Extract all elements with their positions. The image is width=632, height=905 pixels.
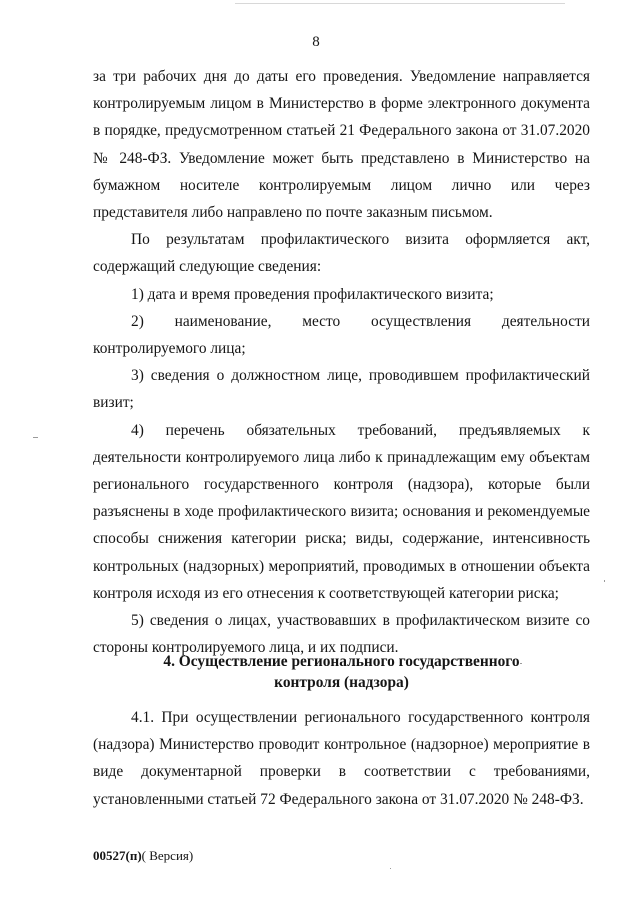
section-heading bbox=[93, 651, 590, 693]
scan-speck bbox=[520, 663, 522, 664]
paragraph-notification: за три рабочих дня до даты его проведения. Уведомление направляется контролируемым лицом в Министерство в форме электронного документа в порядке, предусмотренном статьей 21 Федерального закона от 31.07.2020 № 248-ФЗ. Уведомление может быть представлено в Министерство на бумажном носителе контролируемым лицом лично или через представителя либо направлено по почте заказным письмом. bbox=[93, 68, 590, 222]
body-text bbox=[93, 63, 590, 661]
paragraph-act-intro: По результатам профилактического визита оформляется акт, содержащий следующие сведения: bbox=[93, 231, 590, 276]
footer-document-code bbox=[93, 848, 193, 864]
scan-speck bbox=[390, 868, 391, 869]
list-item-1: 1) дата и время проведения профилактического визита; bbox=[131, 285, 494, 303]
scan-edge-line bbox=[235, 3, 565, 4]
scan-speck bbox=[604, 580, 605, 582]
section-text bbox=[93, 704, 590, 813]
section-heading-line-1: 4. Осуществление регионального государственного bbox=[163, 653, 520, 670]
footer-version: ( Версия) bbox=[141, 848, 194, 863]
paragraph-4-1: 4.1. При осуществлении регионального государственного контроля (надзора) Министерство проводит контрольное (надзорное) мероприятие в виде документарной проверки в соответствии с требованиями, установленными статьей 72 Федерального закона от 31.07.2020 № 248-ФЗ. bbox=[93, 709, 590, 808]
list-item-5: 5) сведения о лицах, участвовавших в профилактическом визите со стороны контролируемого лица, и их подписи. bbox=[93, 612, 590, 657]
list-item-4: 4) перечень обязательных требований, предъявляемых к деятельности контролируемого лица либо к принадлежащим ему объектам регионального государственного контроля (надзора), которые были разъяснены в ходе профилактического визита; основания и рекомендуемые способы снижения категории риска; виды, содержание, интенсивность контрольных (надзорных) мероприятий, проводимых в отношении объекта контроля исходя из его отнесения к соответствующей категории риска; bbox=[93, 421, 590, 602]
page-number: 8 bbox=[312, 34, 320, 50]
list-item-2: 2) наименование, место осуществления деятельности контролируемого лица; bbox=[93, 312, 590, 358]
footer-code: 00527(п) bbox=[93, 848, 142, 863]
list-item-3: 3) сведения о должностном лице, проводившем профилактический визит; bbox=[93, 367, 590, 412]
section-heading-line-2: контроля (надзора) bbox=[274, 674, 409, 691]
scan-speck bbox=[33, 437, 38, 438]
